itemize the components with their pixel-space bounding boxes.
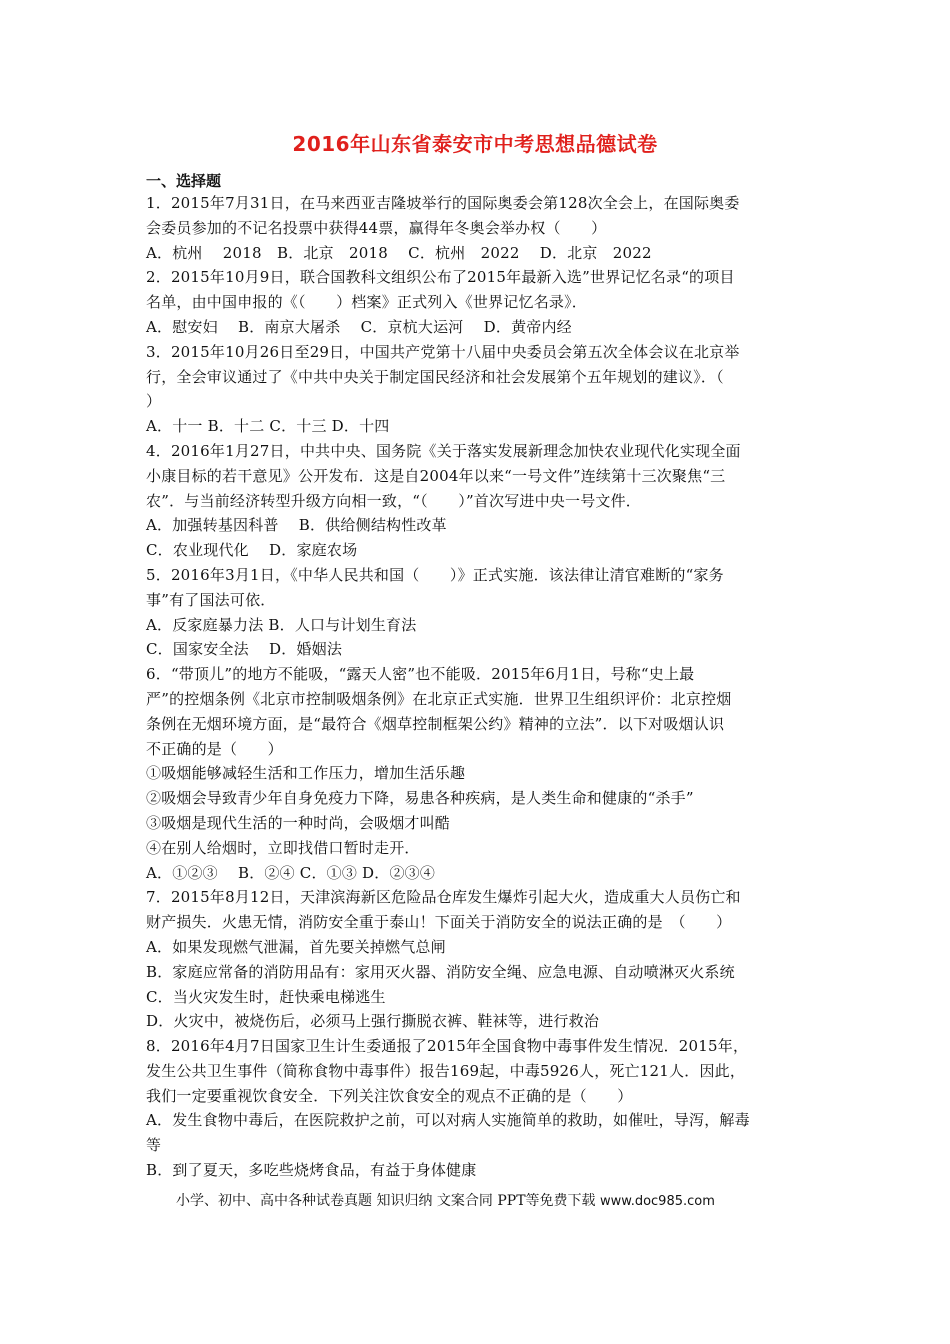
text-line: ④在别人给烟时，立即找借口暂时走开． (146, 838, 420, 857)
text-line: 财产损失．火患无情，消防安全重于泰山！下面关于消防安全的说法正确的是 （ ） (146, 913, 732, 932)
footer (176, 1190, 715, 1210)
text-line: 小康目标的若干意见》公开发布．这是自2004年以来“一号文件”连续第十三次聚焦“三 (146, 466, 726, 485)
text-line: A．反家庭暴力法 B．人口与计划生育法 (146, 615, 417, 634)
text-line: 1．2015年7月31日，在马来西亚吉隆坡举行的国际奥委会第128次全会上，在国际奥委 (146, 194, 740, 212)
text-line: 7．2015年8月12日，天津滨海新区危险品仓库发生爆炸引起大火，造成重大人员伤亡和 (146, 888, 741, 907)
footer-url[interactable]: www.doc985.com (599, 1194, 715, 1209)
text-line: C．农业现代化 D．家庭农场 (146, 541, 358, 560)
text-line: B．到了夏天，多吃些烧烤食品，有益于身体健康 (146, 1161, 477, 1180)
text-line: ②吸烟会导致青少年自身免疫力下降，易患各种疾病，是人类生命和健康的“杀手” (146, 789, 694, 808)
text-line: 3．2015年10月26日至29日，中国共产党第十八届中央委员会第五次全体会议在北京举 (146, 342, 740, 361)
text-line: 4．2016年1月27日，中共中央、国务院《关于落实发展新理念加快农业现代化实现全面 (146, 441, 741, 460)
text-line: 等 (146, 1136, 162, 1155)
text-line: 事”有了国法可依． (146, 590, 276, 609)
text-line: A．①②③ B．②④ C．①③ D．②③④ (146, 863, 436, 882)
text-line: 2．2015年10月9日，联合国教科文组织公布了2015年最新入选”世界记忆名录“的项目 (146, 268, 735, 287)
text-line: 不正确的是（ ） (146, 739, 283, 758)
text-line: C．当火灾发生时，赶快乘电梯逃生 (146, 987, 386, 1006)
text-line: 行，全会审议通过了《中共中央关于制定国民经济和社会发展第个五年规划的建议》．（ (146, 367, 724, 386)
text-line: D．火灾中，被烧伤后，必须马上强行撕脱衣裤、鞋袜等，进行救治 (146, 1012, 600, 1031)
text-line: A．十一 B．十二 C．十三 D．十四 (146, 417, 390, 436)
text-line: 名单，由中国申报的《（ ）档案》正式列入《世界记忆名录》． (146, 293, 588, 312)
text-line: 会委员参加的不记名投票中获得44票，赢得年冬奥会举办权（ ） (146, 218, 607, 237)
text-line: 5．2016年3月1日，《中华人民共和国（ ）》正式实施．该法律让清官难断的“家务 (146, 565, 724, 584)
text-line: A．发生食物中毒后，在医院救护之前，可以对病人实施简单的救助，如催吐，导泻，解毒 (146, 1111, 750, 1130)
text-line: 8．2016年4月7日国家卫生计生委通报了2015年全国食物中毒事件发生情况．2015年， (146, 1037, 749, 1056)
text-line: 条例在无烟环境方面，是“最符合《烟草控制框架公约》精神的立法”．以下对吸烟认识 (146, 714, 725, 733)
section-heading: 一、选择题 (146, 172, 222, 190)
footer-text: 小学、初中、高中各种试卷真题 知识归纳 文案合同 PPT等免费下载 (176, 1193, 596, 1209)
text-line: ①吸烟能够减轻生活和工作压力，增加生活乐趣 (146, 764, 466, 783)
text-line: 严”的控烟条例《北京市控制吸烟条例》在北京正式实施．世界卫生组织评价：北京控烟 (146, 689, 732, 708)
text-line: A．加强转基因科普 B．供给侧结构性改革 (146, 516, 447, 535)
text-line: 6．“带顶儿”的地方不能吸，“露天人密”也不能吸．2015年6月1日，号称“史上最 (146, 665, 695, 684)
text-line: 我们一定要重视饮食安全．下列关注饮食安全的观点不正确的是（ ） (146, 1086, 633, 1105)
text-line: B．家庭应常备的消防用品有：家用灭火器、消防安全绳、应急电源、自动喷淋灭火系统 (146, 962, 735, 981)
text-line: C．国家安全法 D．婚姻法 (146, 640, 343, 659)
text-line: 农”．与当前经济转型升级方向相一致，“（ ）”首次写进中央一号文件． (146, 491, 642, 510)
exam-title: 2016年山东省泰安市中考思想品德试卷 (292, 132, 658, 156)
text-line: ③吸烟是现代生活的一种时尚，会吸烟才叫酷 (146, 813, 451, 832)
text-line: 发生公共卫生事件（简称食物中毒事件）报告169起，中毒5926人，死亡121人．因此， (146, 1061, 746, 1080)
text-line: ） (146, 392, 162, 411)
question-body (146, 191, 810, 1183)
text-line: A．杭州 2018 B．北京 2018 C．杭州 2022 D．北京 2022 (146, 243, 652, 262)
text-line: A．如果发现燃气泄漏，首先要关掉燃气总闸 (146, 937, 446, 956)
text-line: A．慰安妇 B．南京大屠杀 C．京杭大运河 D．黄帝内经 (146, 317, 572, 336)
